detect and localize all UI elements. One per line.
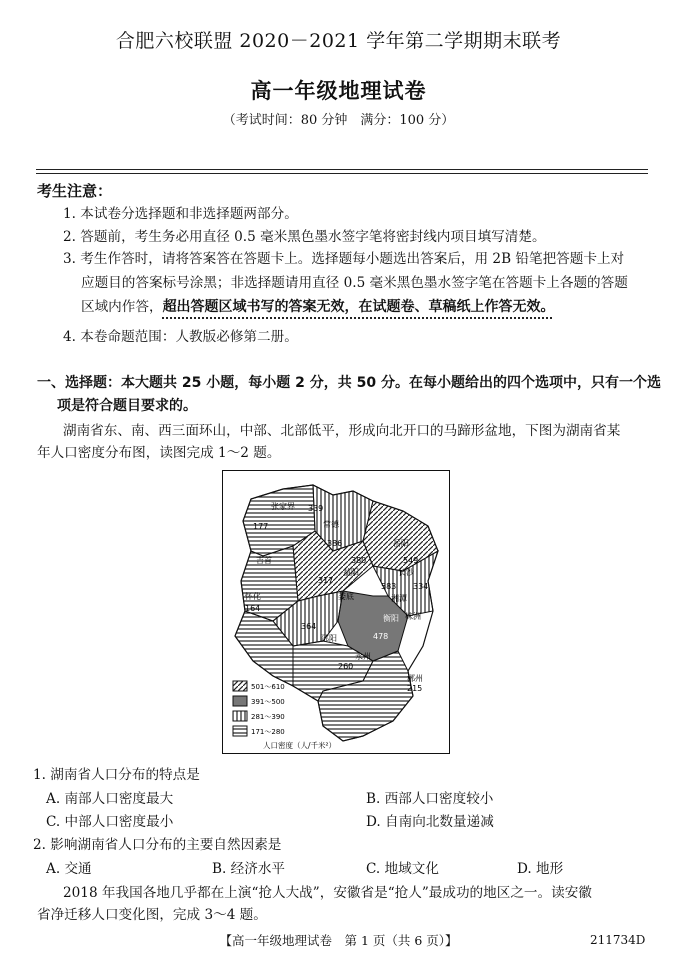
map-figure [223,471,449,753]
map-label: 永州 [355,652,371,661]
map-label: 吉首 [256,556,272,565]
question-1-option-d: D. 自南向北数量递减 [366,814,494,830]
legend-swatch [233,696,247,706]
question-2-option-c: C. 地域文化 [366,861,439,877]
notice-emphasis: 超出答题区域书写的答案无效，在试题卷、草稿纸上作答无效。 [162,299,555,315]
map-intro-cont: 年人口密度分布图，读图完成 1～2 题。 [37,445,281,461]
question-1-stem: 1. 湖南省人口分布的特点是 [33,767,200,783]
question-1-option-b: B. 西部人口密度较小 [366,791,494,807]
notice-item-2: 2. 答题前，考生务必用直径 0.5 毫米黑色墨水签字笔将密封线内项目填写清楚。 [63,229,546,245]
section-heading-cont: 项是符合题目要求的。 [57,398,197,414]
legend-title: 人口密度（人/千米²） [263,741,337,750]
map-label: 衡阳 [383,614,399,623]
next-intro-cont: 省净迁移人口变化图，完成 3～4 题。 [37,907,267,923]
map-label: 549 [403,556,419,565]
map-label: 娄底 [338,592,354,601]
map-label: 湘潭 [391,594,407,603]
legend-label: 281～390 [251,713,285,721]
map-label: 583 [381,582,397,591]
page-footer: 【高一年级地理试卷 第 1 页（共 6 页）】 [219,933,458,948]
map-label: 260 [338,662,354,671]
paper-title: 高一年级地理试卷 [250,79,427,103]
legend-label: 501～610 [251,683,285,691]
question-2-option-b: B. 经济水平 [212,861,286,877]
divider-rule [36,169,648,170]
map-label: 334 [413,582,429,591]
exam-meta: （考试时间：80 分钟 满分：100 分） [222,113,455,128]
legend-label: 391～500 [251,698,285,706]
notice-item-3-cont: 应题目的答案标号涂黑；非选择题请用直径 0.5 毫米黑色墨水签字笔在答题卡上各题的答题 [81,275,628,291]
map-label: 317 [318,576,334,585]
map-label: 株洲 [405,612,421,621]
legend-label: 171～280 [251,728,285,736]
map-label: 215 [407,684,423,693]
notice-item-1: 1. 本试卷分选择题和非选择题两部分。 [63,206,298,222]
map-label: 邵阳 [321,634,337,643]
notice-item-3-end [81,298,555,316]
notice-item-3-tail: 区域内作答， [81,299,163,315]
map-label: 益阳 [343,568,359,577]
map-label: 478 [373,632,389,641]
divider-rule-thin [36,173,648,174]
map-label: 339 [308,504,324,513]
question-1-option-a: A. 南部人口密度最大 [46,791,174,807]
question-1-option-c: C. 中部人口密度最小 [46,814,174,830]
map-label: 386 [327,539,343,548]
legend-swatch [233,681,247,691]
exam-title: 合肥六校联盟 2020－2021 学年第二学期期末联考 [115,30,562,52]
map-label: 张家界 [271,502,295,511]
section-heading: 一、选择题：本大题共 25 小题，每小题 2 分，共 50 分。在每小题给出的四个选项中，只有一个选 [37,375,661,391]
notice-item-4: 4. 本卷命题范围：人教版必修第二册。 [63,329,298,345]
notice-heading: 考生注意： [37,182,113,200]
map-label: 380 [351,556,367,565]
legend-swatch [233,726,247,736]
map-label: 怀化 [245,592,261,601]
map-intro: 湖南省东、南、西三面环山，中部、北部低平，形成向北开口的马蹄形盆地，下图为湖南省某 [63,423,621,439]
paper-code: 211734D [590,933,646,947]
population-density-map [222,470,450,754]
question-2-option-d: D. 地形 [517,861,564,877]
legend-swatch [233,711,247,721]
map-label: 164 [245,604,261,613]
question-2-stem: 2. 影响湖南省人口分布的主要自然因素是 [33,837,282,853]
map-label: 郴州 [407,674,423,683]
question-2-option-a: A. 交通 [46,861,92,877]
map-label: 364 [301,622,317,631]
map-label: 岳阳 [393,539,409,548]
next-intro: 2018 年我国各地几乎都在上演“抢人大战”，安徽省是“抢人”最成功的地区之一。读安徽 [63,885,592,901]
map-label: 长沙 [398,568,414,577]
notice-item-3: 3. 考生作答时，请将答案答在答题卡上。选择题每小题选出答案后，用 2B 铅笔把答题卡上对 [63,251,625,267]
map-label: 常德 [323,520,339,529]
map-label: 177 [253,522,269,531]
